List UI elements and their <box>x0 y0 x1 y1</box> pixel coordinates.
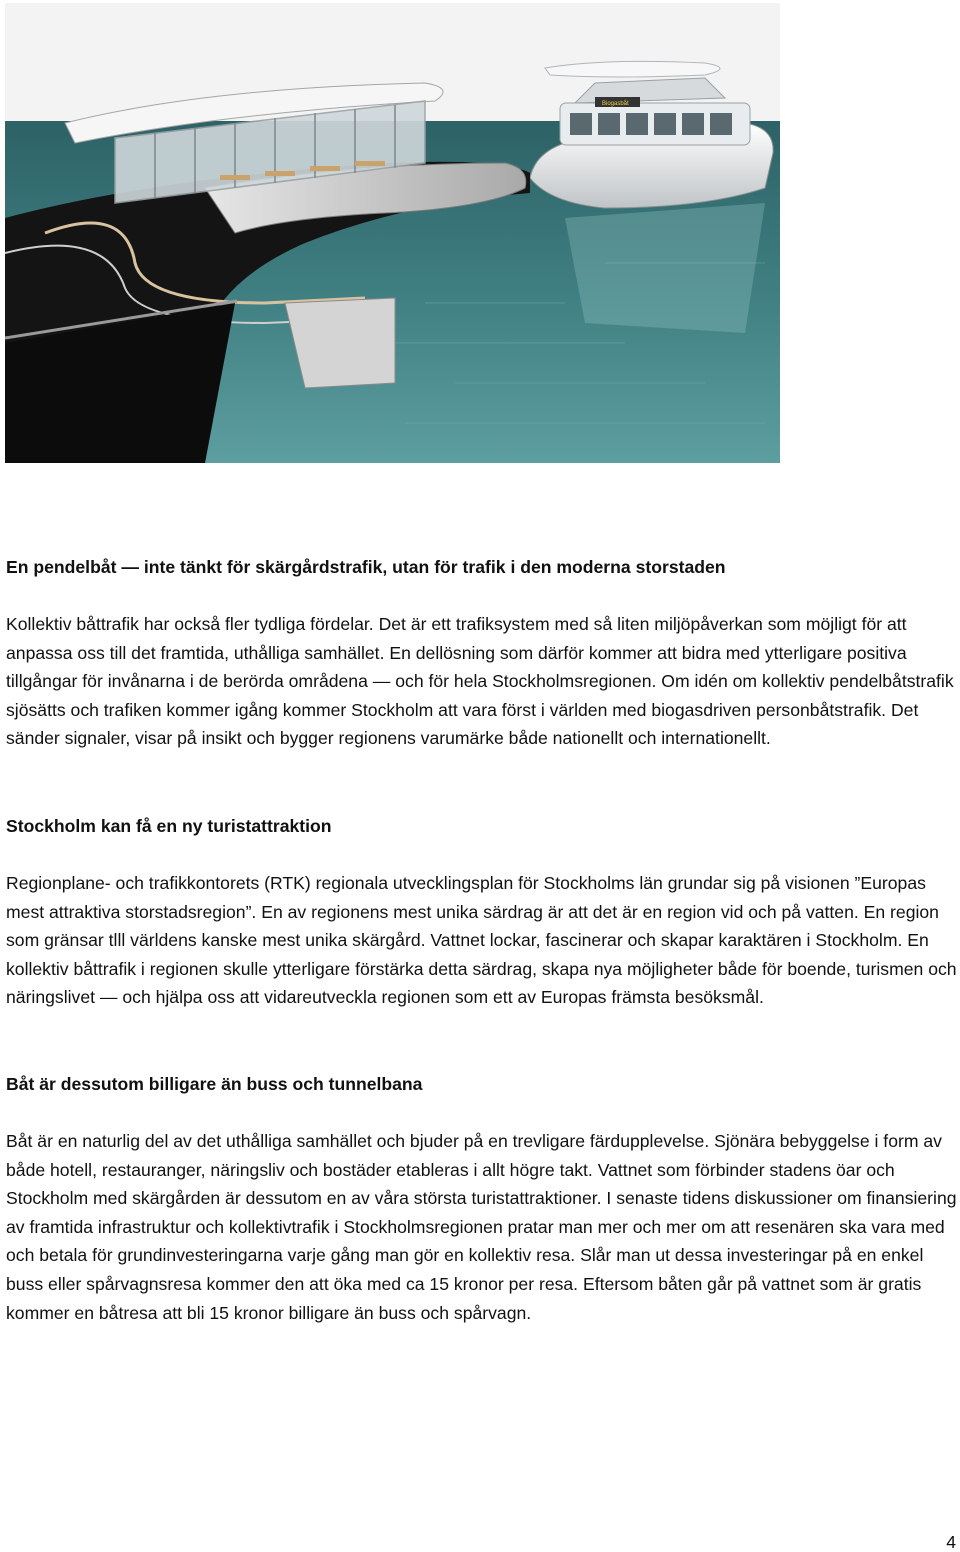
section-heading: Stockholm kan få en ny turistattraktion <box>6 816 332 836</box>
section-heading: En pendelbåt — inte tänkt för skärgårdstrafik, utan för trafik i den moderna storstaden <box>6 557 726 577</box>
ferry-pier-illustration <box>5 3 780 463</box>
section-body: Båt är en naturlig del av det uthålliga samhället och bjuder på en trevligare färdupplevelse. Sjönära bebyggelse i form av både hotell, restauranger, näringsliv och bostäder etableras i allt högre takt. Vattnet som förbinder stadens öar och Stockholm med skärgården är dessutom en av våra största turistattraktioner. I senaste tidens diskussioner om finansiering av framtida infrastruktur och kollektivtrafik i Stockholmsregionen pratar man mer och mer om att resenären ska vara med och betala för grundinvesteringarna varje gång man gör en kollektiv resa. Slår man ut dessa investeringar på en enkel buss eller spårvagnsresa kommer den att öka med ca 15 kronor per resa. Eftersom båten går på vattnet som är gratis kommer en båtresa att bli 15 kronor billigare än buss och spårvagn. <box>6 1131 957 1323</box>
page-number: 4 <box>946 1532 956 1552</box>
svg-text:Biogasbåt: Biogasbåt <box>602 101 629 107</box>
ferry-pier-render-icon <box>5 3 780 463</box>
section-body: Regionplane- och trafikkontorets (RTK) regionala utvecklingsplan för Stockholms län grundar sig på visionen ”Europas mest attraktiva storstadsregion”. En av regionens mest unika särdrag är att det är en region vid och på vatten. En region som gränsar tlll världens kanske mest unika skärgård. Vattnet lockar, fascinerar och skapar karaktären i Stockholm. En kollektiv båttrafik i regionen skulle ytterligare förstärka detta särdrag, skapa nya möjligheter både för boende, turismen och näringslivet — och hjälpa oss att vidareutveckla regionen som ett av Europas främsta besöksmål. <box>6 873 957 1008</box>
section-heading: Båt är dessutom billigare än buss och tunnelbana <box>6 1074 423 1094</box>
section-body: Kollektiv båttrafik har också fler tydliga fördelar. Det är ett trafiksystem med så liten miljöpåverkan som möjligt för att anpassa oss till det framtida, uthålliga samhället. En dellösning som därför kommer att bidra med ytterligare positiva tillgångar för invånarna i de berörda områdena — och för hela Stockholmsregionen. Om idén om kollektiv pendelbåtstrafik sjösätts och trafiken kommer igång kommer Stockholm att vara först i världen med biogasdriven personbåtstrafik. Det sänder signaler, visar på insikt och bygger regionens varumärke både nationellt och internationellt. <box>6 614 954 749</box>
